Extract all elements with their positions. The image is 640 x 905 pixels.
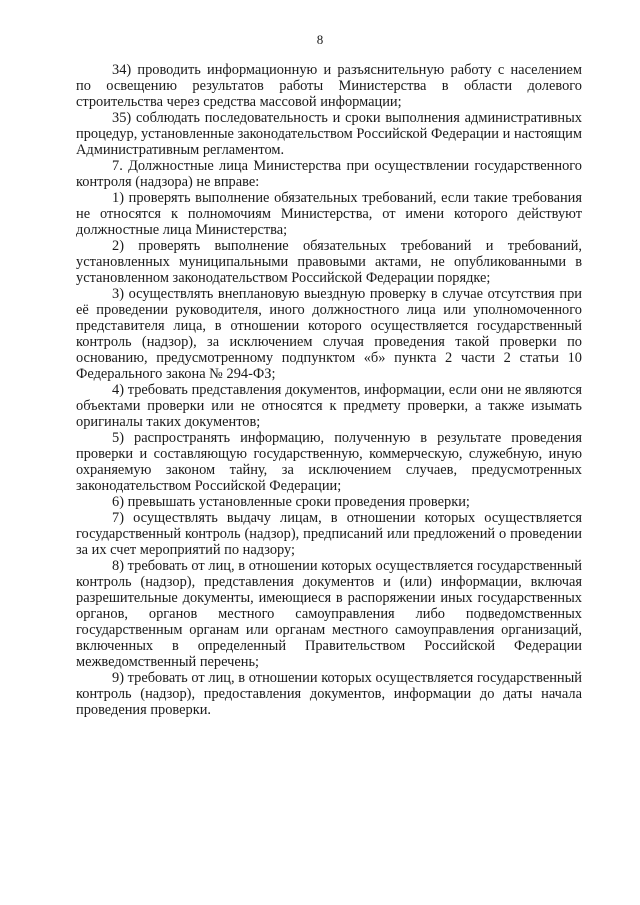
page-number: 8 (316, 32, 324, 47)
paragraph-subitem-3: 3) осуществлять внеплановую выездную проверку в случае отсутствия при её проведении руководителя, иного должностного лица или уполномоченного представителя лица, в отношении которого осуществляется государственный контроль (надзор), за исключением случая проведения такой проверки по основанию, предусмотренному подпунктом «б» пункта 2 части 2 статьи 10 Федерального закона № 294-ФЗ; (76, 286, 582, 382)
paragraph-subitem-2: 2) проверять выполнение обязательных требований и требований, установленных муниципальными правовыми актами, не опубликованными в установленном законодательством Российской Федерации порядке; (76, 238, 582, 286)
paragraph-subitem-5: 5) распространять информацию, полученную в результате проведения проверки и составляющую государственную, коммерческую, служебную, иную охраняемую законом тайну, за исключением случаев, предусмотренных законодательством Российской Федерации; (76, 430, 582, 494)
paragraph-subitem-1: 1) проверять выполнение обязательных требований, если такие требования не относятся к полномочиям Министерства, от имени которого действуют должностные лица Министерства; (76, 190, 582, 238)
paragraph-subitem-7: 7) осуществлять выдачу лицам, в отношении которых осуществляется государственный контроль (надзор), предписаний или предложений о проведении за их счет мероприятий по надзору; (76, 510, 582, 558)
paragraph-subitem-4: 4) требовать представления документов, информации, если они не являются объектами проверки или не относятся к предмету проверки, а также изымать оригиналы таких документов; (76, 382, 582, 430)
paragraph-item-35: 35) соблюдать последовательность и сроки выполнения административных процедур, установленные законодательством Российской Федерации и настоящим Административным регламентом. (76, 110, 582, 158)
paragraph-subitem-6: 6) превышать установленные сроки проведения проверки; (112, 494, 470, 510)
document-body (76, 62, 582, 718)
paragraph-section-7: 7. Должностные лица Министерства при осуществлении государственного контроля (надзора) не вправе: (76, 158, 582, 190)
paragraph-subitem-8: 8) требовать от лиц, в отношении которых осуществляется государственный контроль (надзор), представления документов и (или) информации, включая разрешительные документы, имеющиеся в распоряжении иных государственных органов, органов местного самоуправления либо подведомственных государственным органам или органам местного самоуправления организаций, включенных в определенный Правительством Российской Федерации межведомственный перечень; (76, 558, 582, 670)
paragraph-item-34: 34) проводить информационную и разъяснительную работу с населением по освещению результатов работы Министерства в области долевого строительства через средства массовой информации; (76, 62, 582, 110)
paragraph-subitem-9: 9) требовать от лиц, в отношении которых осуществляется государственный контроль (надзор), предоставления документов, информации до даты начала проведения проверки. (76, 670, 582, 718)
